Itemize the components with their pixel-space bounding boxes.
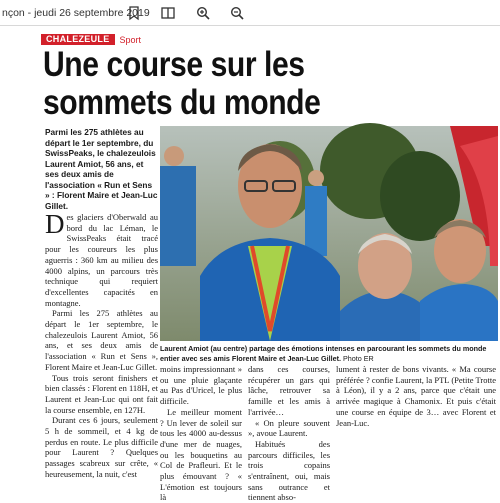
article-intro: Parmi les 275 athlètes au départ le 1er septembre, du SwissPeaks, le chalezeulois Laurent Amiot, 56 ans, et ses deux amis de l'association « Run et Sens » : Florent Maire et Jean-Luc Gillet. bbox=[45, 127, 158, 211]
rubric-section: Sport bbox=[119, 34, 142, 45]
paragraph: lument à rester de bons vivants. « Ma course préférée ? confie Laurent, la PTL (Petite Trotte à Léon), il y a 2 ans, parce que c'était une arrivée magique à Chamonix. Et puis c'était une course en équipe de 3… avec Florent et Jean-Luc. bbox=[336, 364, 496, 428]
dropcap: D bbox=[45, 209, 65, 239]
paragraph: moins impressionnant » ou une pluie glaçante au Pas d'Uricel, le plus difficile. bbox=[160, 364, 242, 407]
article-column-2 bbox=[160, 364, 242, 503]
photo-credit: Photo ER bbox=[342, 353, 374, 363]
rubric bbox=[41, 34, 141, 45]
paragraph: Durant ces 6 jours, seulement 5 h de sommeil, et 4 kg de perdus en route. Le plus difficile pour Laurent ? Quelques passages scabreux sur crête, « heureusement, la nuit, c'est bbox=[45, 415, 158, 479]
paragraph: « On pleure souvent », avoue Laurent. bbox=[248, 417, 330, 439]
paragraph: Parmi les 275 athlètes au départ le 1er septembre, le chalezeulois Laurent Amiot, 56 ans, et ses deux amis de l'association « Run et Sens », Florent Maire et Jean-Luc Gillet. bbox=[45, 308, 158, 372]
paragraph: Tous trois seront finishers et bien classés : Florent en 118H, et Laurent et Jean-Luc qui ont fait la course ensemble, en 127H. bbox=[45, 372, 158, 415]
article-photo bbox=[160, 126, 498, 341]
article-column-3 bbox=[248, 364, 330, 503]
paragraph: Habitués des parcours difficiles, les trois copains s'entraînent, oui, mais sans outrance et tiennent abso- bbox=[248, 438, 330, 503]
rubric-location-tag: CHALEZEULE bbox=[41, 34, 115, 45]
article-column-1 bbox=[45, 209, 158, 480]
article-headline: Une course sur les sommets du monde bbox=[43, 45, 321, 122]
caption-text: Laurent Amiot (au centre) partage des émotions intenses en parcourant les sommets du monde entier avec ses amis Florent Maire et Jean-Luc Gillet. bbox=[160, 344, 487, 363]
article-column-4 bbox=[336, 364, 496, 428]
document-title: nçon - jeudi 26 septembre 2019 bbox=[2, 6, 150, 19]
paragraph: Le meilleur moment ? Un lever de soleil sur tous les 4000 au-dessus d'une mer de nuages, ou les bouquetins au Col de Prafleuri. Et le plus émouvant ? « L'émotion est toujours là bbox=[160, 406, 242, 503]
paragraph: Des glaciers d'Oberwald au bord du lac Léman, le SwissPeaks était tracé pour les coureurs les plus aguerris : 360 km au milieu des 4000 alpins, un parcours très technique qui requiert d'excellentes capacités en montagne. bbox=[45, 209, 158, 308]
photo-caption bbox=[160, 344, 498, 363]
paragraph: dans ces courses, récupérer un gars qui lâche, retrouver sa famille et les amis à l'arrivée… bbox=[248, 364, 330, 417]
